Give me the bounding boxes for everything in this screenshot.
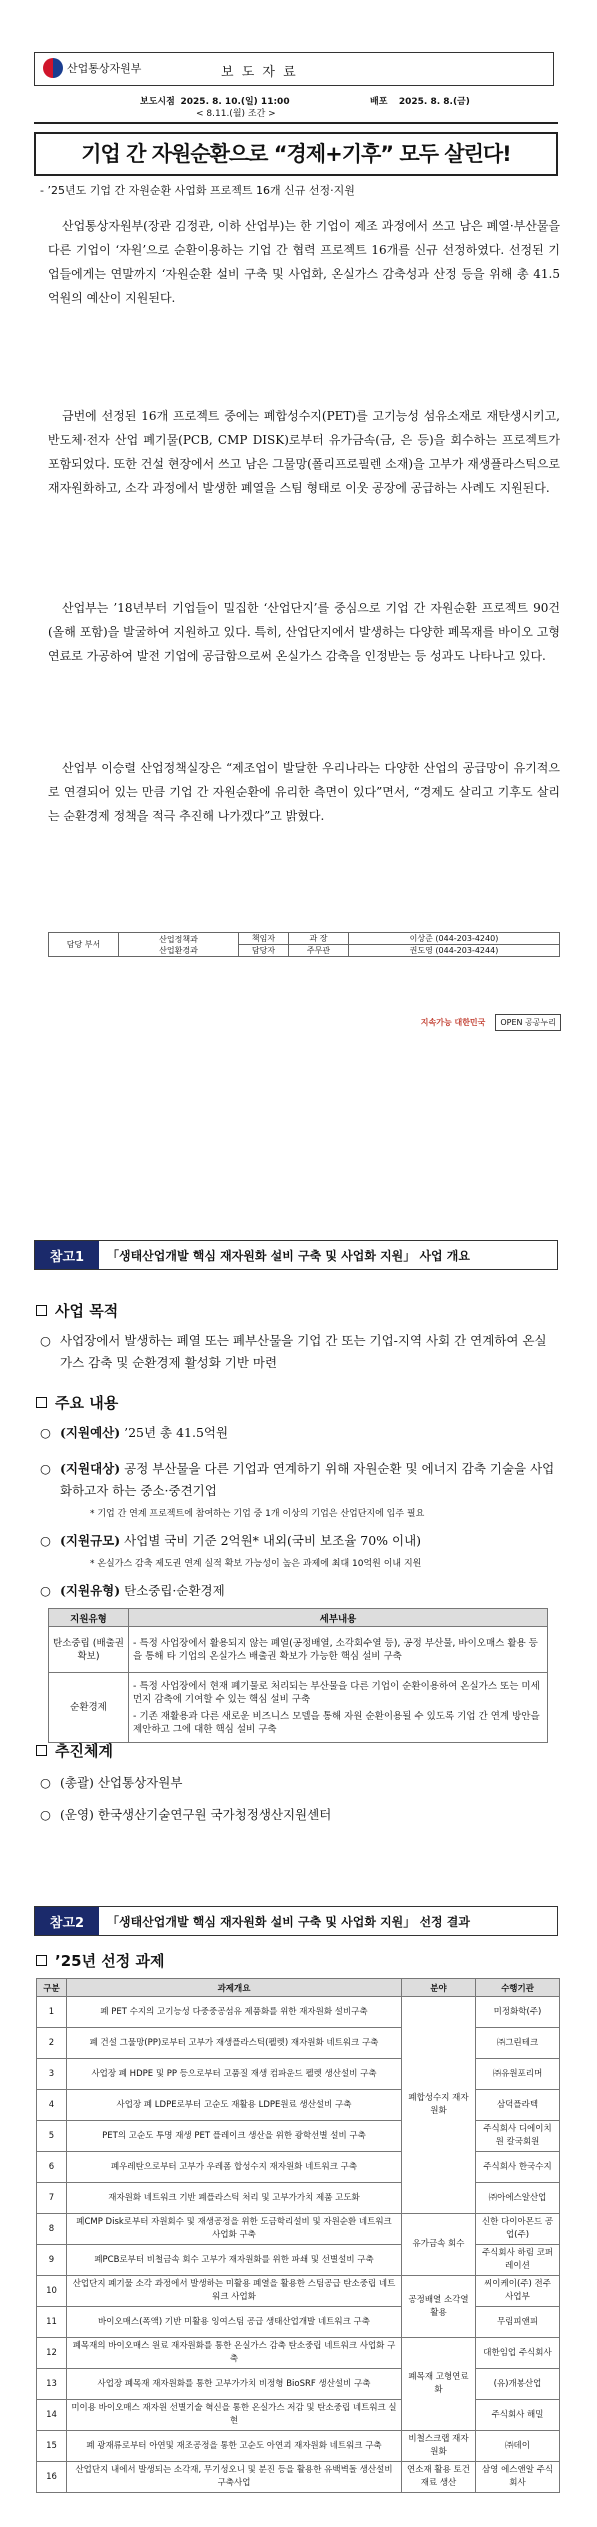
no-cell: 13 — [37, 2369, 67, 2400]
role1-name: 이상준 (044-203-4240) — [349, 933, 560, 945]
contact-table — [48, 932, 560, 957]
desc-cell: 미이용 바이오매스 재자원 선별기술 혁신을 통한 온실가스 저감 및 탄소중립 네트워크 실현 — [67, 2400, 402, 2431]
checkbox-icon — [36, 1955, 47, 1966]
no-cell: 12 — [37, 2338, 67, 2369]
type-cell: 순환경제 — [49, 1673, 129, 1743]
detail-cell: - 특정 사업장에서 활용되지 않는 폐열(공정배열, 소각회수열 등), 공정 부산물, 바이오매스 활용 등을 통해 타 기업의 온실가스 배출권 확보가 가능한 핵심 설비 구축 — [129, 1627, 548, 1673]
doc-kind: 보 도 자 료 — [221, 65, 298, 80]
org-cell: 대한임업 주식회사 — [476, 2338, 560, 2369]
no-cell: 15 — [37, 2431, 67, 2462]
org-cell: 씨이케이(주) 전주사업부 — [476, 2276, 560, 2307]
system-item-1: ○ (총괄) 산업통상자원부 — [40, 1775, 183, 1790]
field-cell: 유가금속 회수 — [402, 2214, 476, 2276]
field-cell: 폐합성수지 재자원화 — [402, 1997, 476, 2214]
paragraph-4: 산업부 이승렬 산업정책실장은 “제조업이 발달한 우리나라는 다양한 산업의 공급망이 유기적으로 연결되어 있는 만큼 기업 간 자원순환에 유리한 측면이 있다”면서, “경제도 살리고 기후도 살리는 순환경제 정책을 적극 추진해 나가겠다”고 밝혔다. — [48, 761, 560, 823]
desc-cell: 폐PCB로부터 비철금속 회수 고부가 재자원화를 위한 파쇄 및 선별설비 구축 — [67, 2245, 402, 2276]
org-cell: ㈜데이 — [476, 2431, 560, 2462]
purpose-heading: 사업 목적 — [36, 1300, 118, 1321]
org-cell: 삼영 에스앤알 주식회사 — [476, 2462, 560, 2493]
target-item: ○ (지원대상) 공정 부산물을 다른 기업과 연계하기 위해 자원순환 및 에너지 감축 기술을 사업화하고자 하는 중소·중견기업 — [40, 1461, 555, 1498]
no-cell: 9 — [37, 2245, 67, 2276]
type-item: ○ (지원유형) 탄소중립·순환경제 — [40, 1583, 225, 1598]
table-row — [37, 2338, 560, 2369]
col-header-type: 지원유형 — [49, 1609, 129, 1627]
dept-label: 담당 부서 — [49, 933, 119, 957]
paragraph-1: 산업통상자원부(장관 김정관, 이하 산업부)는 한 기업이 제조 과정에서 쓰고 남은 폐열·부산물을 다른 기업이 ‘자원’으로 순환이용하는 기업 간 협력 프로젝트 16개를 신규 선정하였다. 선정된 기업들에게는 연말까지 ‘자원순환 설비 구축 및 사업화, 온실가스 감축성과 산정 등을 위해 총 41.5억원의 예산이 지원된다. — [48, 219, 560, 305]
type-cell: 탄소중립 (배출권 확보) — [49, 1627, 129, 1673]
table-row — [37, 2400, 560, 2431]
desc-cell: 산업단지 내에서 발생되는 소각재, 무기성오니 및 분진 등을 활용한 유백벽돌 생산설비 구축사업 — [67, 2462, 402, 2493]
no-cell: 16 — [37, 2462, 67, 2493]
dept: 산업정책과 산업환경과 — [119, 933, 239, 957]
org-cell: 주식회사 디에이치원 칼국회원 — [476, 2121, 560, 2152]
org-cell: 주식회사 해밀 — [476, 2400, 560, 2431]
table-row — [49, 1673, 548, 1743]
reference-1-tag: 참고1 — [35, 1241, 99, 1269]
desc-cell: 폐 광재류로부터 아연및 재조공정을 통한 고순도 아연괴 재자원화 네트워크 구축 — [67, 2431, 402, 2462]
selection-table — [36, 1978, 560, 2493]
open-license-logo: OPEN 공공누리 — [495, 1014, 561, 1031]
org-cell: 신한 다이아몬드 공업(주) — [476, 2214, 560, 2245]
org-cell: ㈜유원포리머 — [476, 2059, 560, 2090]
press-release-page — [0, 0, 597, 1240]
checkbox-icon — [36, 1305, 47, 1316]
budget-item: ○ (지원예산) ’25년 총 41.5억원 — [40, 1425, 229, 1440]
detail-cell: - 특정 사업장에서 현재 폐기물로 처리되는 부산물을 다른 기업이 순환이용하여 온실가스 또는 미세먼지 감축에 기여할 수 있는 핵심 설비 구축 - 기존 재활용과 다른 새로운 비즈니스 모델을 통해 자원 순환이용될 수 있도록 기업 간 연계 방안을 제안하고 그에 대한 핵심 설비 구축 — [129, 1673, 548, 1743]
table-row — [37, 2431, 560, 2462]
desc-cell: 재자원화 네트워크 기반 폐플라스틱 처리 및 고부가가치 제품 고도화 — [67, 2183, 402, 2214]
col-header-no: 구분 — [37, 1979, 67, 1997]
table-row — [37, 2462, 560, 2493]
system-section — [0, 1740, 597, 1860]
desc-cell: 산업단지 폐기물 소각 과정에서 발생하는 미활용 폐열을 활용한 스팀공급 탄소중립 네트워크 사업화 — [67, 2276, 402, 2307]
no-cell: 4 — [37, 2090, 67, 2121]
content-heading: 주요 내용 — [36, 1392, 118, 1413]
no-cell: 11 — [37, 2307, 67, 2338]
no-cell: 6 — [37, 2152, 67, 2183]
field-cell: 연소재 활용 토건 재료 생산 — [402, 2462, 476, 2493]
slogan-logo: 지속가능 대한민국 — [420, 1018, 486, 1027]
org-cell: 주식회사 하림 코퍼레이션 — [476, 2245, 560, 2276]
system-heading: 추진체계 — [36, 1740, 113, 1761]
checkbox-icon — [36, 1745, 47, 1756]
role2-name: 권도영 (044-203-4244) — [349, 945, 560, 957]
role2: 주무관 — [289, 945, 349, 957]
table-row — [37, 1997, 560, 2028]
desc-cell: 폐목재의 바이오매스 원료 재자원화를 통한 온실가스 감축 탄소중립 네트워크 사업화 구축 — [67, 2338, 402, 2369]
desc-cell: 폐CMP Disk로부터 자원회수 및 재생공정을 위한 도금학리설비 및 자원순환 네트워크 사업화 구축 — [67, 2214, 402, 2245]
reference-1-page — [0, 1240, 597, 1760]
desc-cell: 사업장 폐 HDPE 및 PP 등으로부터 고품질 재생 컴파운드 펠렛 생산설비 구축 — [67, 2059, 402, 2090]
paragraph-2: 금번에 선정된 16개 프로젝트 중에는 폐합성수지(PET)를 고기능성 섬유소재로 재탄생시키고, 반도체·전자 산업 폐기물(PCB, CMP DISK)로부터 유가금속(금, 은 등)을 회수하는 프로젝트가 포함되었다. 또한 건설 현장에서 쓰고 남은 그물망(폴리프로필렌 소재)을 고부가 재생플라스틱으로 재자원화하고, 소각 과정에서 발생한 폐열을 스팀 형태로 이웃 공장에 공급하는 사례도 지원된다. — [48, 409, 560, 495]
desc-cell: 폐 건설 그물망(PP)로부터 고부가 재생플라스틱(펠렛) 재자원화 네트워크 구축 — [67, 2028, 402, 2059]
col-header-org: 수행기관 — [476, 1979, 560, 1997]
field-cell: 비철스크랩 재자원화 — [402, 2431, 476, 2462]
no-cell: 3 — [37, 2059, 67, 2090]
table-row — [37, 2090, 560, 2121]
reference-2-page — [0, 1906, 597, 2527]
selection-heading: ’25년 선정 과제 — [36, 1950, 164, 1971]
org-cell: ㈜아에스알산업 — [476, 2183, 560, 2214]
desc-cell: 바이오매스(폭액) 기반 미활용 잉여스팀 공급 생태산업개발 네트워크 구축 — [67, 2307, 402, 2338]
embargo: 보도시점 2025. 8. 10.(일) 11:00 — [140, 97, 290, 107]
org-cell: 삼덕플라텍 — [476, 2090, 560, 2121]
table-row — [37, 2369, 560, 2400]
scale-note: * 온실가스 감축 제도권 연계 실적 확보 가능성이 높은 과제에 최대 10억원 이내 지원 — [90, 1559, 422, 1569]
org-cell: 무림피앤피 — [476, 2307, 560, 2338]
table-row — [37, 2028, 560, 2059]
purpose-text: ○ 사업장에서 발생하는 폐열 또는 폐부산물을 기업 간 또는 기업-지역 사회 간 연계하여 온실가스 감축 및 순환경제 활성화 기반 마련 — [40, 1333, 547, 1370]
no-cell: 8 — [37, 2214, 67, 2245]
col-header-field: 분야 — [402, 1979, 476, 1997]
reference-1-header — [34, 1240, 558, 1270]
no-cell: 7 — [37, 2183, 67, 2214]
desc-cell: PET의 고순도 투명 재생 PET 플레이크 생산을 위한 광학선별 설비 구축 — [67, 2121, 402, 2152]
col-header-detail: 세부내용 — [129, 1609, 548, 1627]
page-title: 기업 간 자원순환으로 “경제+기후” 모두 살린다! — [34, 132, 558, 176]
role1-label: 책임자 — [239, 933, 289, 945]
table-row — [49, 1627, 548, 1673]
table-row — [37, 2276, 560, 2307]
taegeuk-icon — [43, 58, 63, 78]
reference-2-tag: 참고2 — [35, 1907, 99, 1935]
paragraph-3: 산업부는 ’18년부터 기업들이 밀집한 ‘산업단지’를 중심으로 기업 간 자원순환 프로젝트 90건(올해 포함)을 발굴하여 지원하고 있다. 특히, 산업단지에서 발생하는 다양한 폐목재를 바이오 고형 연료로 가공하여 발전 기업에 공급함으로써 온실가스 감축을 인정받는 등 성과도 나타나고 있다. — [48, 601, 560, 663]
release: 배포 2025. 8. 8.(금) — [370, 97, 470, 107]
col-header-desc: 과제개요 — [67, 1979, 402, 1997]
desc-cell: 사업장 폐 LDPE로부터 고순도 재활용 LDPE원료 생산설비 구축 — [67, 2090, 402, 2121]
no-cell: 5 — [37, 2121, 67, 2152]
table-row — [37, 2245, 560, 2276]
target-note: * 기업 간 연계 프로젝트에 참여하는 기업 중 1개 이상의 기업은 산업단지에 입주 필요 — [90, 1509, 425, 1519]
field-cell: 공정배열 소각열 활용 — [402, 2276, 476, 2338]
table-row — [37, 2214, 560, 2245]
desc-cell: 폐 PET 수지의 고기능성 다중중공섬유 제품화를 위한 재자원화 설비구축 — [67, 1997, 402, 2028]
org-cell: 주식회사 한국수지 — [476, 2152, 560, 2183]
embargo-note: < 8.11.(월) 조간 > — [196, 109, 276, 119]
role1: 과 장 — [289, 933, 349, 945]
support-type-table — [48, 1608, 548, 1743]
org-cell: ㈜그린테크 — [476, 2028, 560, 2059]
reference-2-header — [34, 1906, 558, 1936]
press-header — [34, 52, 554, 86]
no-cell: 2 — [37, 2028, 67, 2059]
table-row — [37, 2307, 560, 2338]
field-cell: 폐목재 고형연료화 — [402, 2338, 476, 2431]
no-cell: 10 — [37, 2276, 67, 2307]
scale-item: ○ (지원규모) 사업별 국비 기준 2억원* 내외(국비 보조율 70% 이내) — [40, 1533, 422, 1548]
page-subtitle: - ’25년도 기업 간 자원순환 사업화 프로젝트 16개 신규 선정·지원 — [40, 184, 355, 197]
org-cell: (유)개봉산업 — [476, 2369, 560, 2400]
reference-1-title: 「생태산업개발 핵심 재자원화 설비 구축 및 사업화 지원」 사업 개요 — [107, 1248, 470, 1263]
org-cell: 미정화학(주) — [476, 1997, 560, 2028]
ministry-logo — [43, 58, 141, 78]
no-cell: 14 — [37, 2400, 67, 2431]
reference-2-title: 「생태산업개발 핵심 재자원화 설비 구축 및 사업화 지원」 선정 결과 — [107, 1914, 470, 1929]
divider — [34, 122, 558, 124]
table-row — [37, 2183, 560, 2214]
table-row — [37, 2059, 560, 2090]
desc-cell: 사업장 폐목재 재자원화를 통한 고부가가치 비정형 BioSRF 생산설비 구축 — [67, 2369, 402, 2400]
checkbox-icon — [36, 1397, 47, 1408]
ministry-name: 산업통상자원부 — [67, 62, 142, 75]
table-row — [37, 2152, 560, 2183]
footer-logos — [421, 1014, 561, 1031]
no-cell: 1 — [37, 1997, 67, 2028]
table-row — [37, 2121, 560, 2152]
role2-label: 담당자 — [239, 945, 289, 957]
desc-cell: 폐우레탄으로부터 고부가 우레폼 합성수지 재자원화 네트워크 구축 — [67, 2152, 402, 2183]
system-item-2: ○ (운영) 한국생산기술연구원 국가청정생산지원센터 — [40, 1807, 332, 1822]
